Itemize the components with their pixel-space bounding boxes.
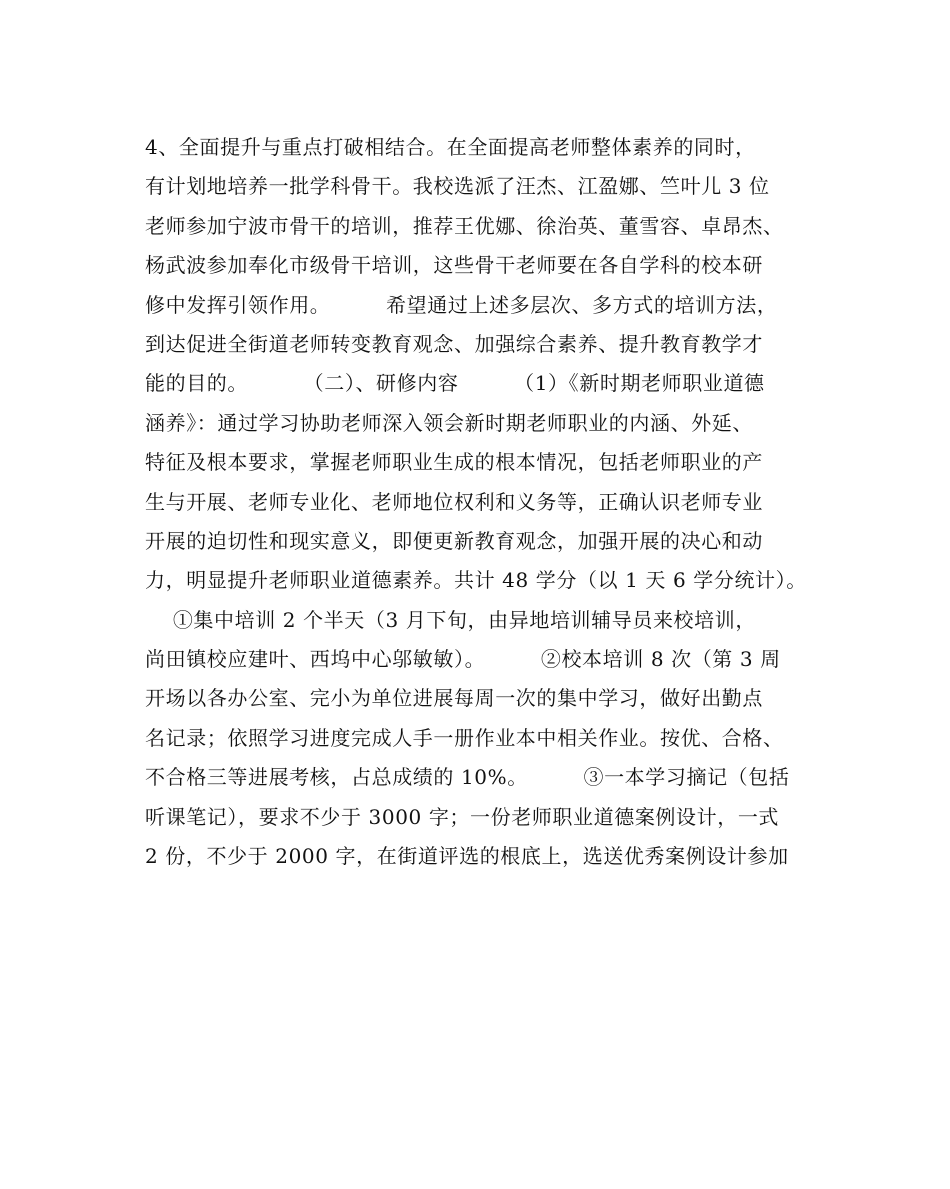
text-line: 生与开展、老师专业化、老师地位权利和义务等，正确认识老师专业 [145, 489, 763, 514]
text-line: 有计划地培养一批学科骨干。我校选派了汪杰、江盈娜、竺叶儿 3 位 [145, 174, 770, 199]
text-line: 4、全面提升与重点打破相结合。在全面提高老师整体素养的同时， [145, 135, 756, 159]
text-line: 名记录；依照学习进度完成人手一册作业本中相关作业。按优、合格、 [145, 725, 784, 750]
text-line: 修中发挥引领作用。 希望通过上述多层次、多方式的培训方法， [145, 292, 778, 317]
text-line: 开场以各办公室、完小为单位进展每周一次的集中学习，做好出勤点 [145, 686, 763, 711]
document-body [145, 128, 825, 876]
text-line: 杨武波参加奉化市级骨干培训，这些骨干老师要在各自学科的校本研 [145, 253, 763, 278]
text-line: 不合格三等进展考核，占总成绩的 10%。 ③一本学习摘记（包括 [145, 765, 790, 790]
text-line: 能的目的。 （二）、研修内容 （1）《新时期老师职业道德 [145, 371, 765, 396]
text-line: 老师参加宁波市骨干的培训，推荐王优娜、徐治英、董雪容、卓昂杰、 [145, 213, 784, 238]
text-line: 特征及根本要求，掌握老师职业生成的根本情况，包括老师职业的产 [145, 450, 763, 475]
text-line: 听课笔记），要求不少于 3000 字；一份老师职业道德案例设计，一式 [145, 804, 780, 829]
text-line: 力，明显提升老师职业道德素养。共计 48 学分（以 1 天 6 学分统计）。 [145, 568, 807, 593]
text-line: 尚田镇校应建叶、西坞中心邬敏敏）。 ②校本培训 8 次（第 3 周 [145, 647, 781, 672]
text-line: ①集中培训 2 个半天（3 月下旬，由异地培训辅导员来校培训， [145, 607, 756, 632]
text-line: 开展的迫切性和现实意义，即便更新教育观念，加强开展的决心和动 [145, 528, 763, 553]
text-line: 到达促进全街道老师转变教育观念、加强综合素养、提升教育教学才 [145, 331, 763, 356]
text-line: 涵养》：通过学习协助老师深入领会新时期老师职业的内涵、外延、 [145, 410, 753, 435]
text-line: 2 份，不少于 2000 字，在街道评选的根底上，选送优秀案例设计参加 [145, 844, 789, 869]
